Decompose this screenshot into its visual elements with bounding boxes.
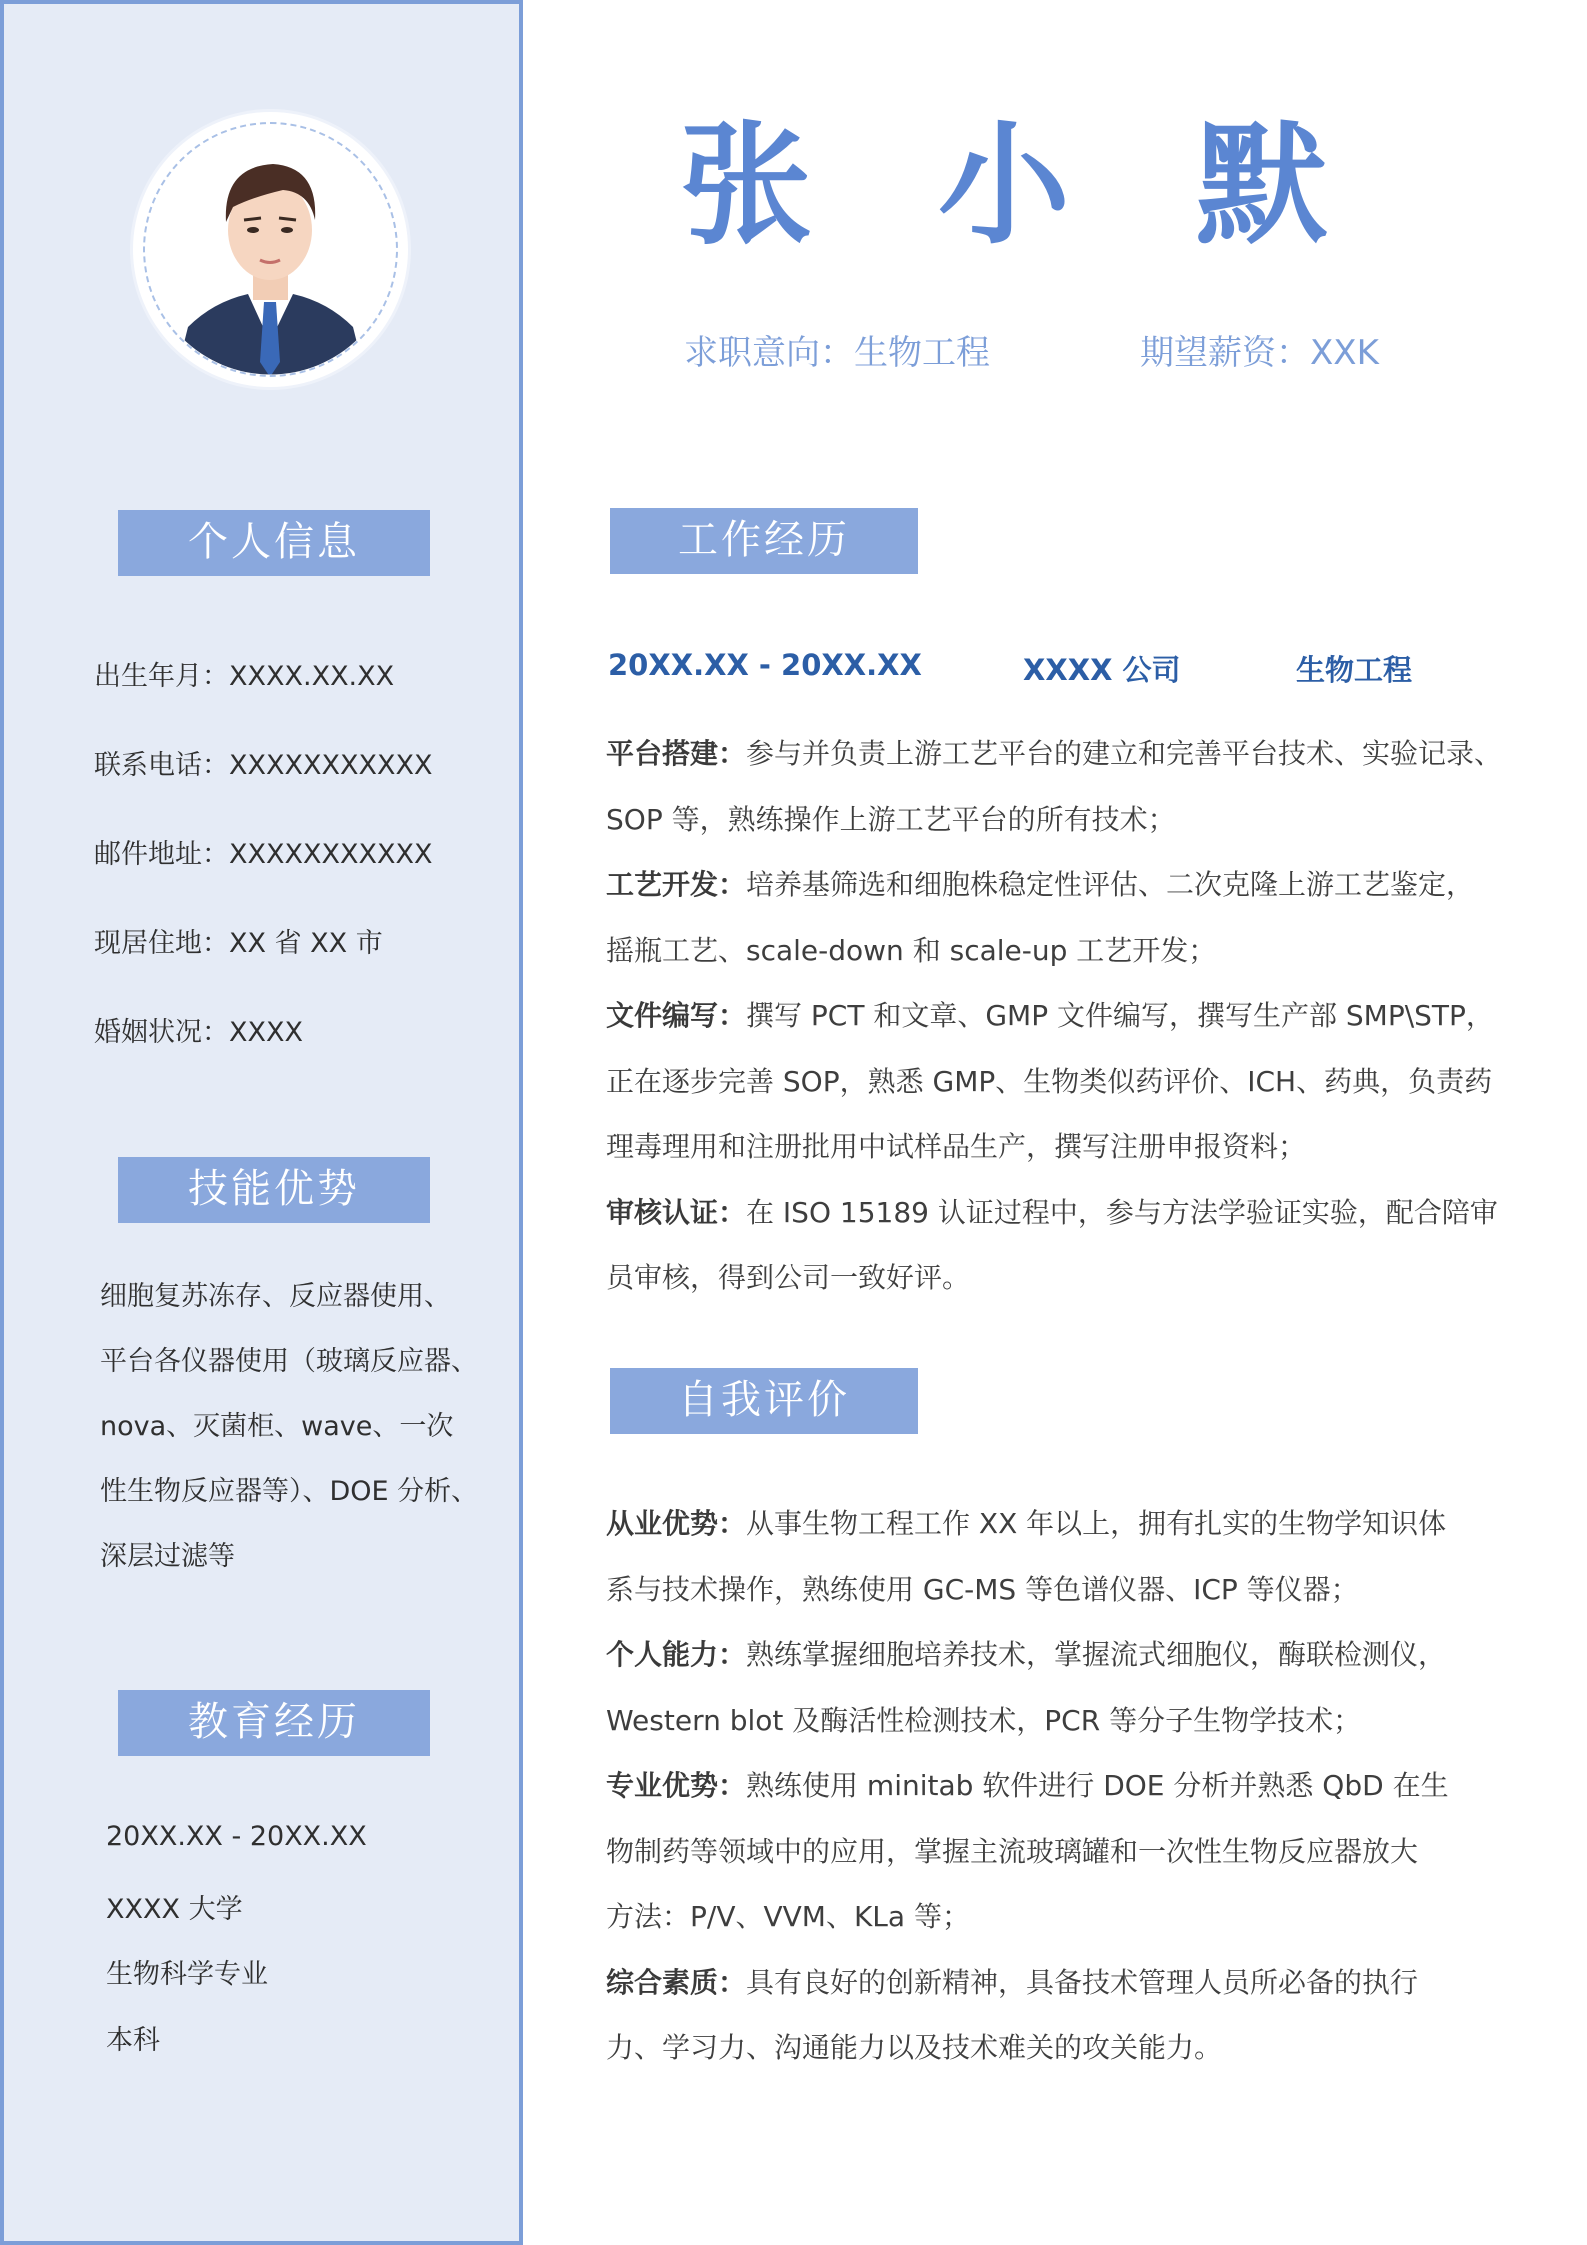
education-period: 20XX.XX - 20XX.XX — [106, 1821, 367, 1852]
marital-status: 婚姻状况：XXXX — [94, 1017, 303, 1048]
work-item — [606, 983, 1526, 1049]
self-item-line: 熟练使用 minitab 软件进行 DOE 分析并熟悉 QbD 在生 — [746, 1769, 1449, 1802]
self-item-line: Western blot 及酶活性检测技术，PCR 等分子生物学技术； — [606, 1703, 1362, 1737]
residence: 现居住地：XX 省 XX 市 — [94, 928, 383, 959]
self-item-line: 从事生物工程工作 XX 年以上，拥有扎实的生物学知识体 — [746, 1507, 1447, 1540]
work-item-line: 理毒理用和注册批用中试样品生产，撰写注册申报资料； — [606, 1130, 1307, 1163]
phone: 联系电话：XXXXXXXXXXX — [94, 750, 433, 781]
work-company: XXXX 公司 — [1023, 653, 1181, 687]
skills-line: 深层过滤等 — [100, 1541, 235, 1572]
work-item-line: 正在逐步完善 SOP，熟悉 GMP、生物类似药评价、ICH、药典，负责药 — [606, 1064, 1493, 1098]
self-evaluation-heading: 自我评价 — [610, 1368, 918, 1434]
skills-line: nova、灭菌柜、wave、一次 — [100, 1411, 454, 1442]
job-intent: 求职意向：生物工程 — [684, 333, 990, 373]
work-item-line: 撰写 PCT 和文章、GMP 文件编写，撰写生产部 SMP\STP， — [746, 999, 1494, 1032]
work-period: 20XX.XX - 20XX.XX — [608, 648, 922, 682]
skills-text — [100, 1264, 500, 1589]
self-item-key: 综合素质： — [606, 1965, 747, 1999]
email: 邮件地址：XXXXXXXXXXX — [94, 839, 433, 870]
self-item — [606, 1950, 1526, 2016]
skills-line: 平台各仪器使用（玻璃反应器、 — [100, 1346, 478, 1377]
education-heading: 教育经历 — [118, 1690, 430, 1756]
work-description — [606, 721, 1526, 1311]
self-item-key: 个人能力： — [606, 1638, 747, 1671]
self-item-key: 从业优势： — [606, 1507, 747, 1540]
self-item-line: 熟练掌握细胞培养技术，掌握流式细胞仪，酶联检测仪， — [746, 1638, 1447, 1671]
self-item-key: 专业优势： — [606, 1769, 747, 1802]
self-item-line: 物制药等领域中的应用，掌握主流玻璃罐和一次性生物反应器放大 — [606, 1834, 1419, 1868]
work-item-line: 参与并负责上游工艺平台的建立和完善平台技术、实验记录、 — [746, 737, 1503, 770]
work-item — [606, 721, 1526, 787]
work-item-line: SOP 等，熟练操作上游工艺平台的所有技术； — [606, 802, 1176, 836]
work-item-key: 工艺开发： — [606, 868, 747, 901]
self-item-line: 具有良好的创新精神，具备技术管理人员所必备的执行 — [746, 1965, 1419, 1999]
work-position: 生物工程 — [1296, 653, 1413, 687]
avatar — [133, 112, 408, 387]
self-item-line: 方法：P/V、VVM、KLa 等； — [606, 1900, 970, 1933]
work-item-key: 审核认证： — [606, 1195, 747, 1229]
resume-name: 张 小 默 — [680, 109, 1368, 263]
education-school: XXXX 大学 — [106, 1894, 243, 1925]
self-evaluation-text — [606, 1491, 1526, 2081]
work-item-line: 员审核，得到公司一致好评。 — [606, 1261, 971, 1294]
sidebar — [0, 0, 523, 2245]
avatar-illustration — [133, 112, 408, 387]
personal-info-heading: 个人信息 — [118, 510, 430, 576]
work-item-key: 文件编写： — [606, 999, 747, 1032]
education-degree: 本科 — [106, 2025, 160, 2056]
work-item — [606, 852, 1526, 918]
self-item — [606, 1753, 1526, 1819]
skills-line: 细胞复苏冻存、反应器使用、 — [100, 1281, 451, 1312]
work-item-line: 培养基筛选和细胞株稳定性评估、二次克隆上游工艺鉴定， — [746, 868, 1475, 901]
work-item — [606, 1180, 1526, 1246]
work-experience-heading: 工作经历 — [610, 508, 918, 574]
self-item — [606, 1622, 1526, 1688]
self-item-line: 系与技术操作，熟练使用 GC-MS 等色谱仪器、ICP 等仪器； — [606, 1572, 1359, 1606]
expected-salary: 期望薪资：XXK — [1140, 333, 1379, 373]
work-item-key: 平台搭建： — [606, 737, 747, 770]
birth-date: 出生年月：XXXX.XX.XX — [94, 661, 395, 692]
skills-line: 性生物反应器等）、DOE 分析、 — [100, 1476, 479, 1507]
work-item-line: 摇瓶工艺、scale-down 和 scale-up 工艺开发； — [606, 933, 1217, 967]
self-item-line: 力、学习力、沟通能力以及技术难关的攻关能力。 — [606, 2031, 1223, 2064]
work-item-line: 在 ISO 15189 认证过程中，参与方法学验证实验，配合陪审 — [746, 1195, 1498, 1229]
self-item — [606, 1491, 1526, 1557]
skills-heading: 技能优势 — [118, 1157, 430, 1223]
education-major: 生物科学专业 — [106, 1959, 268, 1990]
